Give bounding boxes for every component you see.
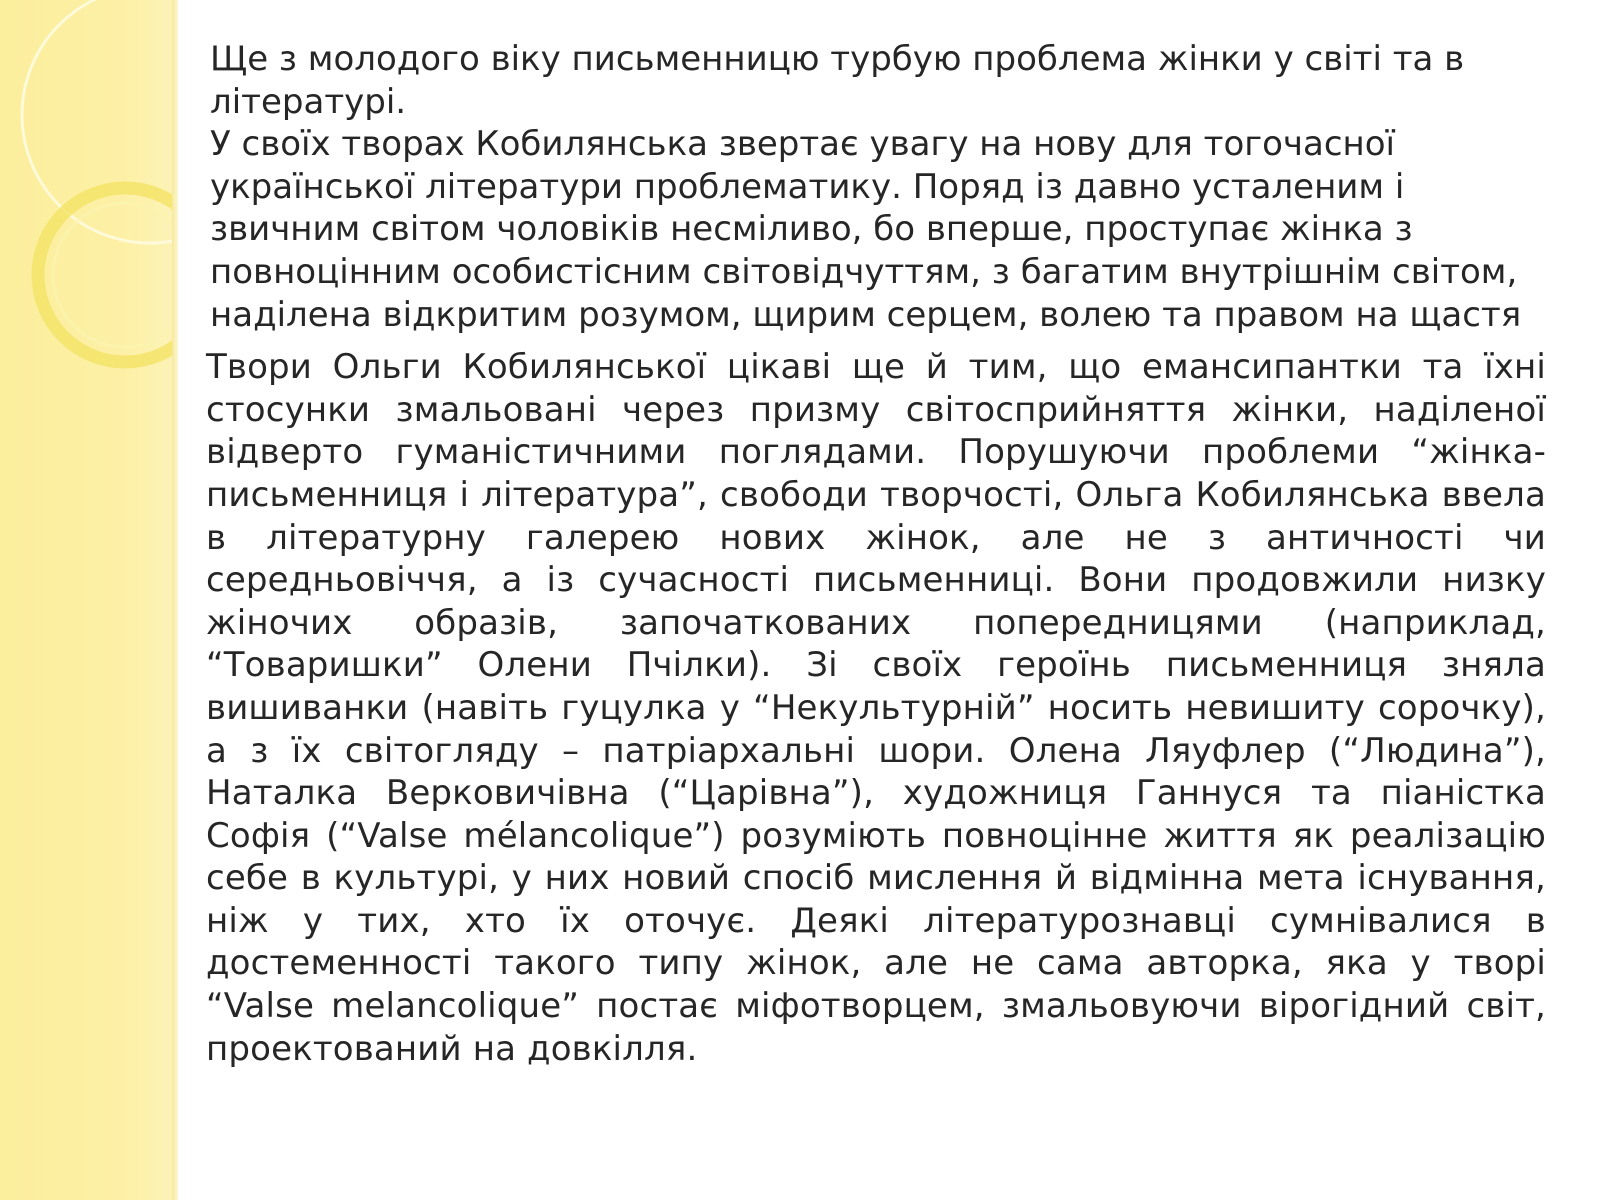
ring-ornament-icon: [0, 0, 178, 1200]
slide-content: [206, 38, 1546, 1070]
paragraph-intro: [206, 38, 1546, 336]
paragraph-main: Твори Ольги Кобилянської цікаві ще й тим, що емансипантки та їхні стосунки змальовані через призму світосприйняття жінки, наділеної відверто гуманістичними поглядами. Порушуючи проблеми “жінка-письменниця і література”, свободи творчості, Ольга Кобилянська ввела в літературну галерею нових жінок, але не з античності чи середньовіччя, а із сучасності письменниці. Вони продовжили низку жіночих образів, започаткованих попередницями (наприклад, “Товаришки” Олени Пчілки). Зі своїх героїнь письменниця зняла вишиванки (навіть гуцулка у “Некультурній” носить невишиту сорочку), а з їх світогляду – патріархальні шори. Олена Ляуфлер (“Людина”), Наталка Верковичівна (“Царівна”), художниця Ганнуся та піаністка Софія (“Valse mélancolique”) розуміють повноцінне життя як реалізацію себе в культурі, у них новий спосіб мислення й відмінна мета існування, ніж у тих, хто їх оточує. Деякі літературознавці сумнівалися в достеменності такого типу жінок, але не сама авторка, яка у творі “Valse melancolique” постає міфотворцем, змальовуючи вірогідний світ, проектований на довкілля.: [206, 347, 1546, 1069]
sidebar-edge: [172, 0, 178, 1200]
paragraph-intro-text: Ще з молодого віку письменницю турбую проблема жінки у світі та в літературі. У своїх творах Кобилянська звертає увагу на нову для тогочасної української літератури проблематику. Поряд із давно усталеним і звичним світом чоловіків несміливо, бо вперше, проступає жінка з повноцінним особистісним світовідчуттям, з багатим внутрішнім світом, наділена відкритим розумом, щирим серцем, волею та правом на щастя: [210, 39, 1522, 335]
decorative-sidebar: [0, 0, 178, 1200]
